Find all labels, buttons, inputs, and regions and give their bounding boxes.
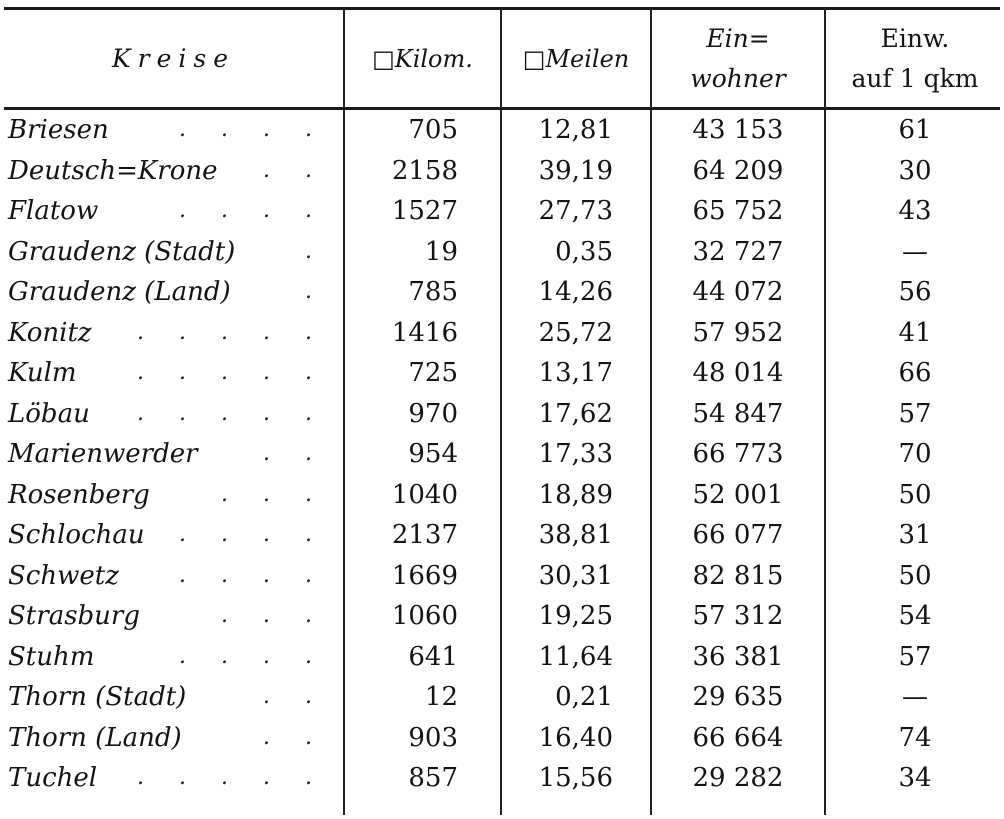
area-qmeilen-cell: 39,19 bbox=[538, 155, 613, 186]
area-qmeilen-cell: 14,26 bbox=[538, 277, 613, 307]
population-cell: 65 752 bbox=[692, 196, 784, 226]
district-name-cell bbox=[8, 151, 338, 192]
table-body bbox=[0, 110, 1004, 799]
area-qkm-cell: 725 bbox=[408, 358, 458, 388]
table-row bbox=[0, 353, 1004, 394]
population-cell: 29 282 bbox=[692, 763, 784, 793]
dot-leader: . bbox=[305, 238, 326, 264]
table-row bbox=[0, 232, 1004, 273]
district-name: Thorn (Land) bbox=[8, 722, 182, 753]
dot-leader: . . . . bbox=[179, 562, 326, 588]
area-qkm-cell: 970 bbox=[408, 398, 458, 429]
area-qmeilen-cell: 0,35 bbox=[555, 236, 613, 267]
dot-leader: . . . . . bbox=[137, 319, 326, 345]
dot-leader: . . . . . bbox=[137, 400, 326, 426]
district-name: Schlochau bbox=[8, 520, 145, 550]
table-row bbox=[0, 637, 1004, 678]
density-cell: 43 bbox=[898, 196, 932, 226]
district-name: Rosenberg bbox=[8, 479, 150, 510]
area-qmeilen-cell: 30,31 bbox=[538, 560, 613, 591]
table-row bbox=[0, 434, 1004, 475]
area-qmeilen-cell: 13,17 bbox=[538, 358, 613, 388]
table-row bbox=[0, 758, 1004, 799]
area-qkm-cell: 857 bbox=[408, 763, 458, 793]
dot-leader: . . . . . bbox=[137, 360, 326, 385]
table-row bbox=[0, 191, 1004, 232]
area-qmeilen-cell: 15,56 bbox=[538, 763, 613, 793]
area-qmeilen-cell: 11,64 bbox=[538, 641, 613, 672]
header-dichte bbox=[826, 10, 1004, 107]
area-qkm-cell: 2158 bbox=[391, 155, 458, 186]
area-qkm-cell: 19 bbox=[424, 236, 458, 267]
population-cell: 52 001 bbox=[692, 479, 784, 510]
header-dichte-line2: auf 1 qkm bbox=[851, 63, 979, 93]
district-name: Graudenz (Stadt) bbox=[8, 236, 236, 267]
density-cell: 74 bbox=[898, 722, 932, 753]
population-cell: 57 952 bbox=[692, 317, 784, 348]
area-qmeilen-cell: 18,89 bbox=[538, 479, 613, 510]
area-qmeilen-cell: 27,73 bbox=[538, 196, 613, 226]
header-einwohner bbox=[652, 10, 824, 107]
table-row bbox=[0, 718, 1004, 759]
table-row bbox=[0, 596, 1004, 637]
area-qmeilen-cell: 12,81 bbox=[538, 115, 613, 145]
dot-leader: . bbox=[305, 279, 326, 304]
table-row bbox=[0, 151, 1004, 192]
table-row bbox=[0, 394, 1004, 435]
district-name-cell bbox=[8, 313, 338, 354]
area-qkm-cell: 641 bbox=[408, 641, 458, 672]
density-cell: 50 bbox=[898, 479, 932, 510]
district-name-cell bbox=[8, 272, 338, 313]
table-row bbox=[0, 515, 1004, 556]
header-qmeilen-label: □Meilen bbox=[522, 44, 630, 73]
dot-leader: . . bbox=[263, 724, 326, 750]
district-name-cell bbox=[8, 191, 338, 232]
population-cell: 66 077 bbox=[692, 520, 784, 550]
area-qmeilen-cell: 38,81 bbox=[538, 520, 613, 550]
area-qmeilen-cell: 17,62 bbox=[538, 398, 613, 429]
area-qkm-cell: 954 bbox=[408, 439, 458, 469]
district-name: Briesen bbox=[8, 115, 109, 145]
area-qkm-cell: 12 bbox=[424, 682, 458, 712]
density-cell: — bbox=[902, 236, 928, 267]
density-cell: 57 bbox=[898, 641, 932, 672]
dot-leader: . . bbox=[263, 441, 326, 466]
dot-leader: . . . . bbox=[179, 643, 326, 669]
dot-leader: . . . bbox=[221, 481, 326, 507]
area-qkm-cell: 1416 bbox=[391, 317, 458, 348]
district-name: Löbau bbox=[8, 398, 90, 429]
header-dichte-line1: Einw. bbox=[880, 23, 950, 53]
district-name: Tuchel bbox=[8, 763, 98, 793]
dot-leader: . . . bbox=[221, 603, 326, 628]
header-kreise-label: Kreise bbox=[111, 43, 236, 73]
population-cell: 44 072 bbox=[692, 277, 784, 307]
density-cell: 34 bbox=[898, 763, 932, 793]
district-name: Marienwerder bbox=[8, 439, 198, 469]
population-cell: 66 773 bbox=[692, 439, 784, 469]
district-name: Deutsch=Krone bbox=[8, 155, 218, 186]
population-cell: 36 381 bbox=[692, 641, 784, 672]
district-name: Thorn (Stadt) bbox=[8, 682, 187, 712]
area-qmeilen-cell: 25,72 bbox=[538, 317, 613, 348]
dot-leader: . . . . bbox=[179, 522, 326, 547]
district-name: Kulm bbox=[8, 358, 77, 388]
population-cell: 82 815 bbox=[692, 560, 784, 591]
population-cell: 32 727 bbox=[692, 236, 784, 267]
area-qkm-cell: 1040 bbox=[391, 479, 458, 510]
district-name: Strasburg bbox=[8, 601, 140, 631]
area-qmeilen-cell: 19,25 bbox=[538, 601, 613, 631]
district-name-cell bbox=[8, 596, 338, 637]
area-qkm-cell: 1527 bbox=[391, 196, 458, 226]
header-qkm-label: □Kilom. bbox=[372, 44, 473, 73]
density-cell: 70 bbox=[898, 439, 932, 469]
district-name-cell bbox=[8, 677, 338, 718]
dot-leader: . . bbox=[263, 157, 326, 183]
district-name: Stuhm bbox=[8, 641, 95, 672]
dot-leader: . . bbox=[263, 684, 326, 709]
table-row bbox=[0, 110, 1004, 151]
district-name: Schwetz bbox=[8, 560, 119, 591]
area-qkm-cell: 2137 bbox=[391, 520, 458, 550]
density-cell: 66 bbox=[898, 358, 932, 388]
area-qkm-cell: 1669 bbox=[391, 560, 458, 591]
district-name: Graudenz (Land) bbox=[8, 277, 231, 307]
density-cell: — bbox=[902, 682, 928, 712]
district-name-cell bbox=[8, 353, 338, 394]
header-qmeilen bbox=[502, 10, 650, 107]
header-kreise bbox=[4, 10, 343, 107]
dot-leader: . . . . bbox=[179, 117, 326, 142]
area-qmeilen-cell: 17,33 bbox=[538, 439, 613, 469]
area-qkm-cell: 705 bbox=[408, 115, 458, 145]
header-qkm bbox=[345, 10, 500, 107]
population-cell: 54 847 bbox=[692, 398, 784, 429]
area-qkm-cell: 785 bbox=[408, 277, 458, 307]
district-name-cell bbox=[8, 394, 338, 435]
density-cell: 31 bbox=[898, 520, 932, 550]
density-cell: 50 bbox=[898, 560, 932, 591]
district-name: Flatow bbox=[8, 196, 99, 226]
area-qkm-cell: 1060 bbox=[391, 601, 458, 631]
population-cell: 43 153 bbox=[692, 115, 784, 145]
area-qmeilen-cell: 0,21 bbox=[555, 682, 613, 712]
population-cell: 64 209 bbox=[692, 155, 784, 186]
population-cell: 57 312 bbox=[692, 601, 784, 631]
district-name-cell bbox=[8, 515, 338, 556]
district-name: Konitz bbox=[8, 317, 92, 348]
header-einwohner-line1: Ein= bbox=[706, 23, 770, 53]
population-cell: 66 664 bbox=[692, 722, 784, 753]
table-row bbox=[0, 475, 1004, 516]
density-cell: 61 bbox=[898, 115, 932, 145]
district-name-cell bbox=[8, 758, 338, 799]
district-name-cell bbox=[8, 110, 338, 151]
table-row bbox=[0, 272, 1004, 313]
header-einwohner-line2: wohner bbox=[690, 63, 786, 93]
dot-leader: . . . . . bbox=[137, 765, 326, 790]
district-name-cell bbox=[8, 718, 338, 759]
district-name-cell bbox=[8, 637, 338, 678]
district-name-cell bbox=[8, 556, 338, 597]
table-row bbox=[0, 313, 1004, 354]
population-cell: 29 635 bbox=[692, 682, 784, 712]
density-cell: 30 bbox=[898, 155, 932, 186]
district-name-cell bbox=[8, 232, 338, 273]
area-qmeilen-cell: 16,40 bbox=[538, 722, 613, 753]
district-name-cell bbox=[8, 475, 338, 516]
district-name-cell bbox=[8, 434, 338, 475]
table-row bbox=[0, 677, 1004, 718]
density-cell: 41 bbox=[898, 317, 932, 348]
dot-leader: . . . . bbox=[179, 198, 326, 223]
density-cell: 54 bbox=[898, 601, 932, 631]
area-qkm-cell: 903 bbox=[408, 722, 458, 753]
density-cell: 56 bbox=[898, 277, 932, 307]
density-cell: 57 bbox=[898, 398, 932, 429]
population-cell: 48 014 bbox=[692, 358, 784, 388]
table-row bbox=[0, 556, 1004, 597]
